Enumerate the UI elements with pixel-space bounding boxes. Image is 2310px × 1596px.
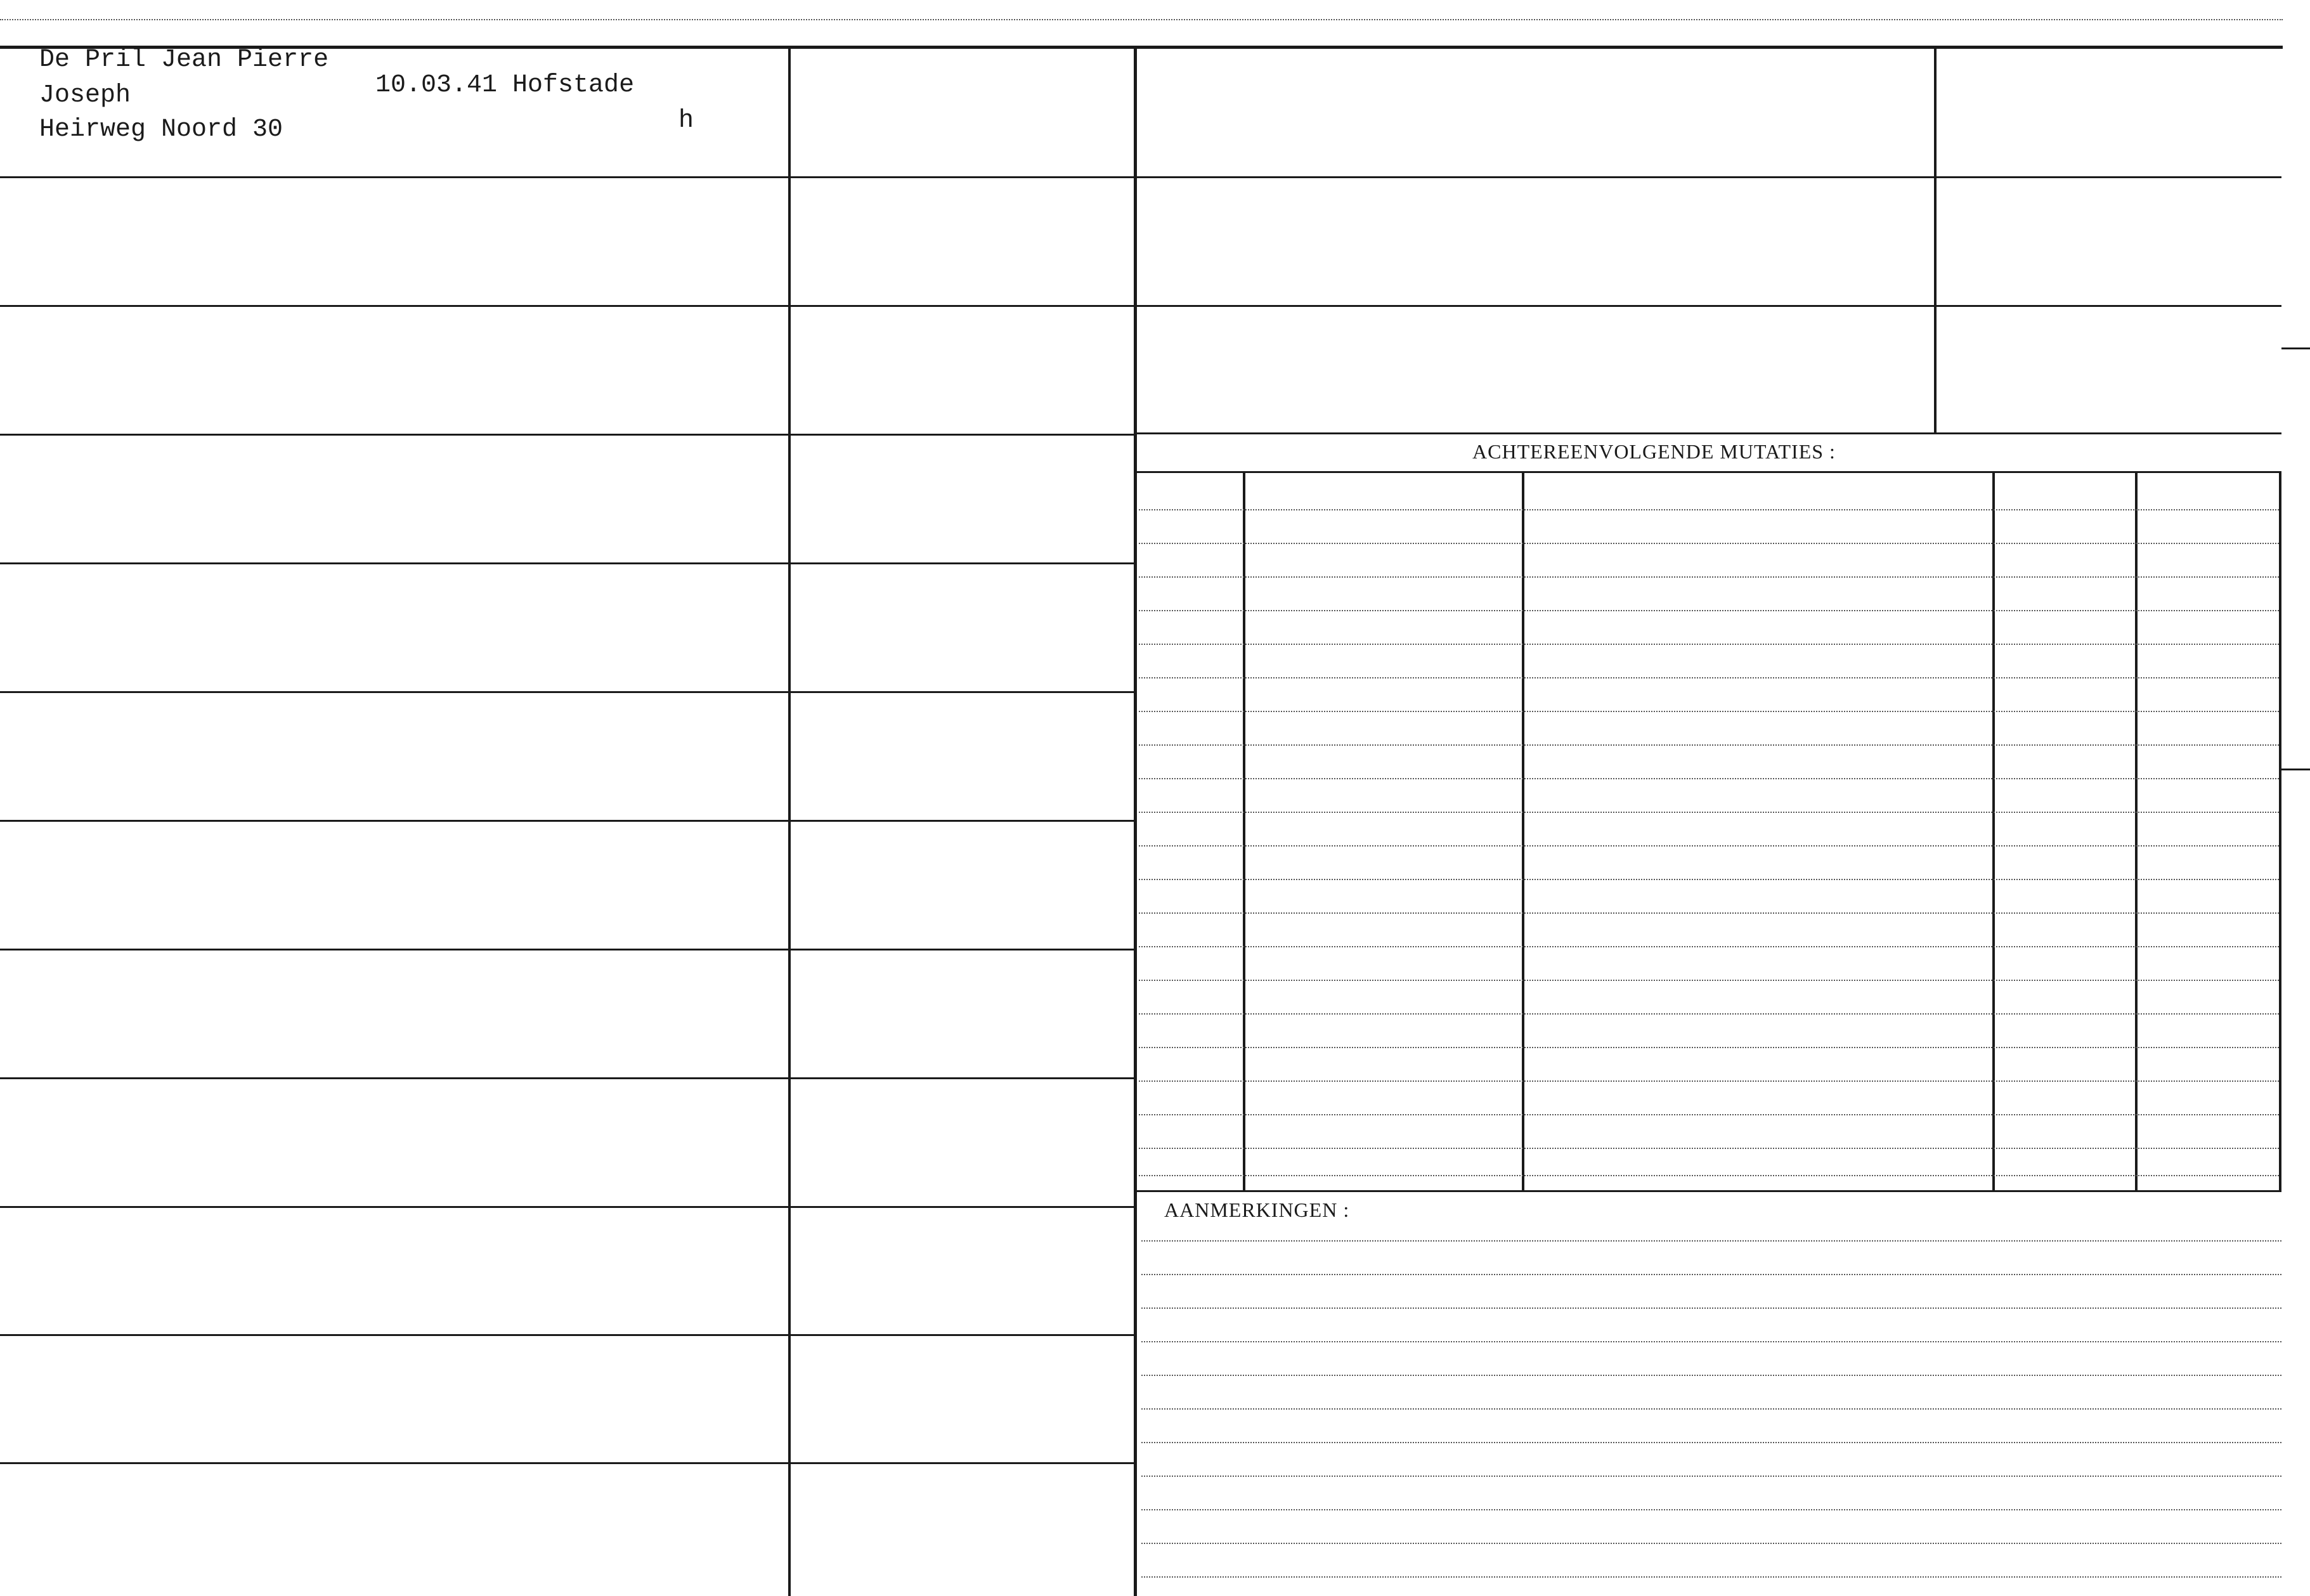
remarks-ruled-line: [1141, 1274, 2281, 1275]
mutations-ruled-line: [1139, 1047, 2279, 1048]
row-divider: [0, 1077, 1135, 1079]
remarks-ruled-line: [1141, 1375, 2281, 1376]
remarks-ruled-line: [1141, 1240, 2281, 1242]
row-divider: [0, 949, 1135, 950]
mutations-ruled-line: [1139, 812, 2279, 813]
mutations-ruled-line: [1139, 946, 2279, 947]
card-top-border: [0, 46, 2283, 49]
birth-date-place: 10.03.41 Hofstade: [375, 71, 635, 100]
row-divider: [0, 1206, 1135, 1208]
right-upper-row: [1136, 305, 2281, 307]
mutations-table: [1136, 471, 2281, 1191]
mutations-ruled-line: [1139, 1148, 2279, 1149]
mutations-ruled-line: [1139, 644, 2279, 645]
mutations-ruled-line: [1139, 980, 2279, 981]
row-divider: [0, 176, 1135, 178]
remarks-title: AANMERKINGEN :: [1164, 1198, 1350, 1221]
remarks-lines: [1141, 1191, 2281, 1596]
person-address: Heirweg Noord 30: [39, 115, 283, 144]
person-name: De Pril Jean Pierre: [39, 46, 329, 74]
mutations-ruled-line: [1139, 711, 2279, 712]
remarks-ruled-line: [1141, 1307, 2281, 1309]
person-given-name: Joseph: [39, 81, 131, 110]
row-divider: [0, 1334, 1135, 1336]
remarks-ruled-line: [1141, 1543, 2281, 1544]
mutations-col-divider: [2279, 471, 2281, 1191]
mutations-ruled-line: [1139, 879, 2279, 880]
remarks-ruled-line: [1141, 1576, 2281, 1578]
margin-tick: [2281, 347, 2310, 349]
right-upper-bottom: [1136, 432, 2281, 434]
mutations-ruled-line: [1139, 1175, 2279, 1176]
row-divider: [0, 434, 1135, 436]
mutations-ruled-line: [1139, 912, 2279, 914]
mutations-ruled-line: [1139, 778, 2279, 779]
remarks-ruled-line: [1141, 1408, 2281, 1410]
remarks-ruled-line: [1141, 1476, 2281, 1477]
remarks-ruled-line: [1141, 1341, 2281, 1342]
mutations-col-divider: [2135, 471, 2138, 1191]
card-top-edge: [0, 19, 2283, 20]
remarks-ruled-line: [1141, 1442, 2281, 1443]
mutations-ruled-line: [1139, 1114, 2279, 1115]
row-divider: [0, 691, 1135, 693]
mutations-ruled-line: [1139, 543, 2279, 544]
mutations-col-divider: [1992, 471, 1995, 1191]
mutations-ruled-line: [1139, 509, 2279, 510]
right-upper-divider: [1934, 48, 1937, 432]
row-divider: [0, 1462, 1135, 1464]
right-upper-row: [1136, 176, 2281, 178]
mutations-title: ACHTEREENVOLGENDE MUTATIES :: [1472, 440, 1836, 463]
mutations-ruled-line: [1139, 610, 2279, 611]
row-divider: [0, 820, 1135, 822]
mutations-ruled-line: [1139, 576, 2279, 578]
mutations-ruled-line: [1139, 744, 2279, 746]
mutations-col-divider: [1243, 471, 1245, 1191]
left-grid-divider: [788, 48, 791, 1596]
mutations-ruled-line: [1139, 1013, 2279, 1015]
row-divider: [0, 562, 1135, 564]
mutations-ruled-line: [1139, 677, 2279, 678]
gender-mark: h: [678, 107, 694, 135]
mutations-ruled-line: [1139, 1080, 2279, 1082]
margin-tick: [2281, 769, 2310, 770]
mutations-ruled-line: [1139, 845, 2279, 847]
remarks-ruled-line: [1141, 1509, 2281, 1510]
row-divider: [0, 305, 1135, 307]
mutations-col-divider: [1522, 471, 1524, 1191]
